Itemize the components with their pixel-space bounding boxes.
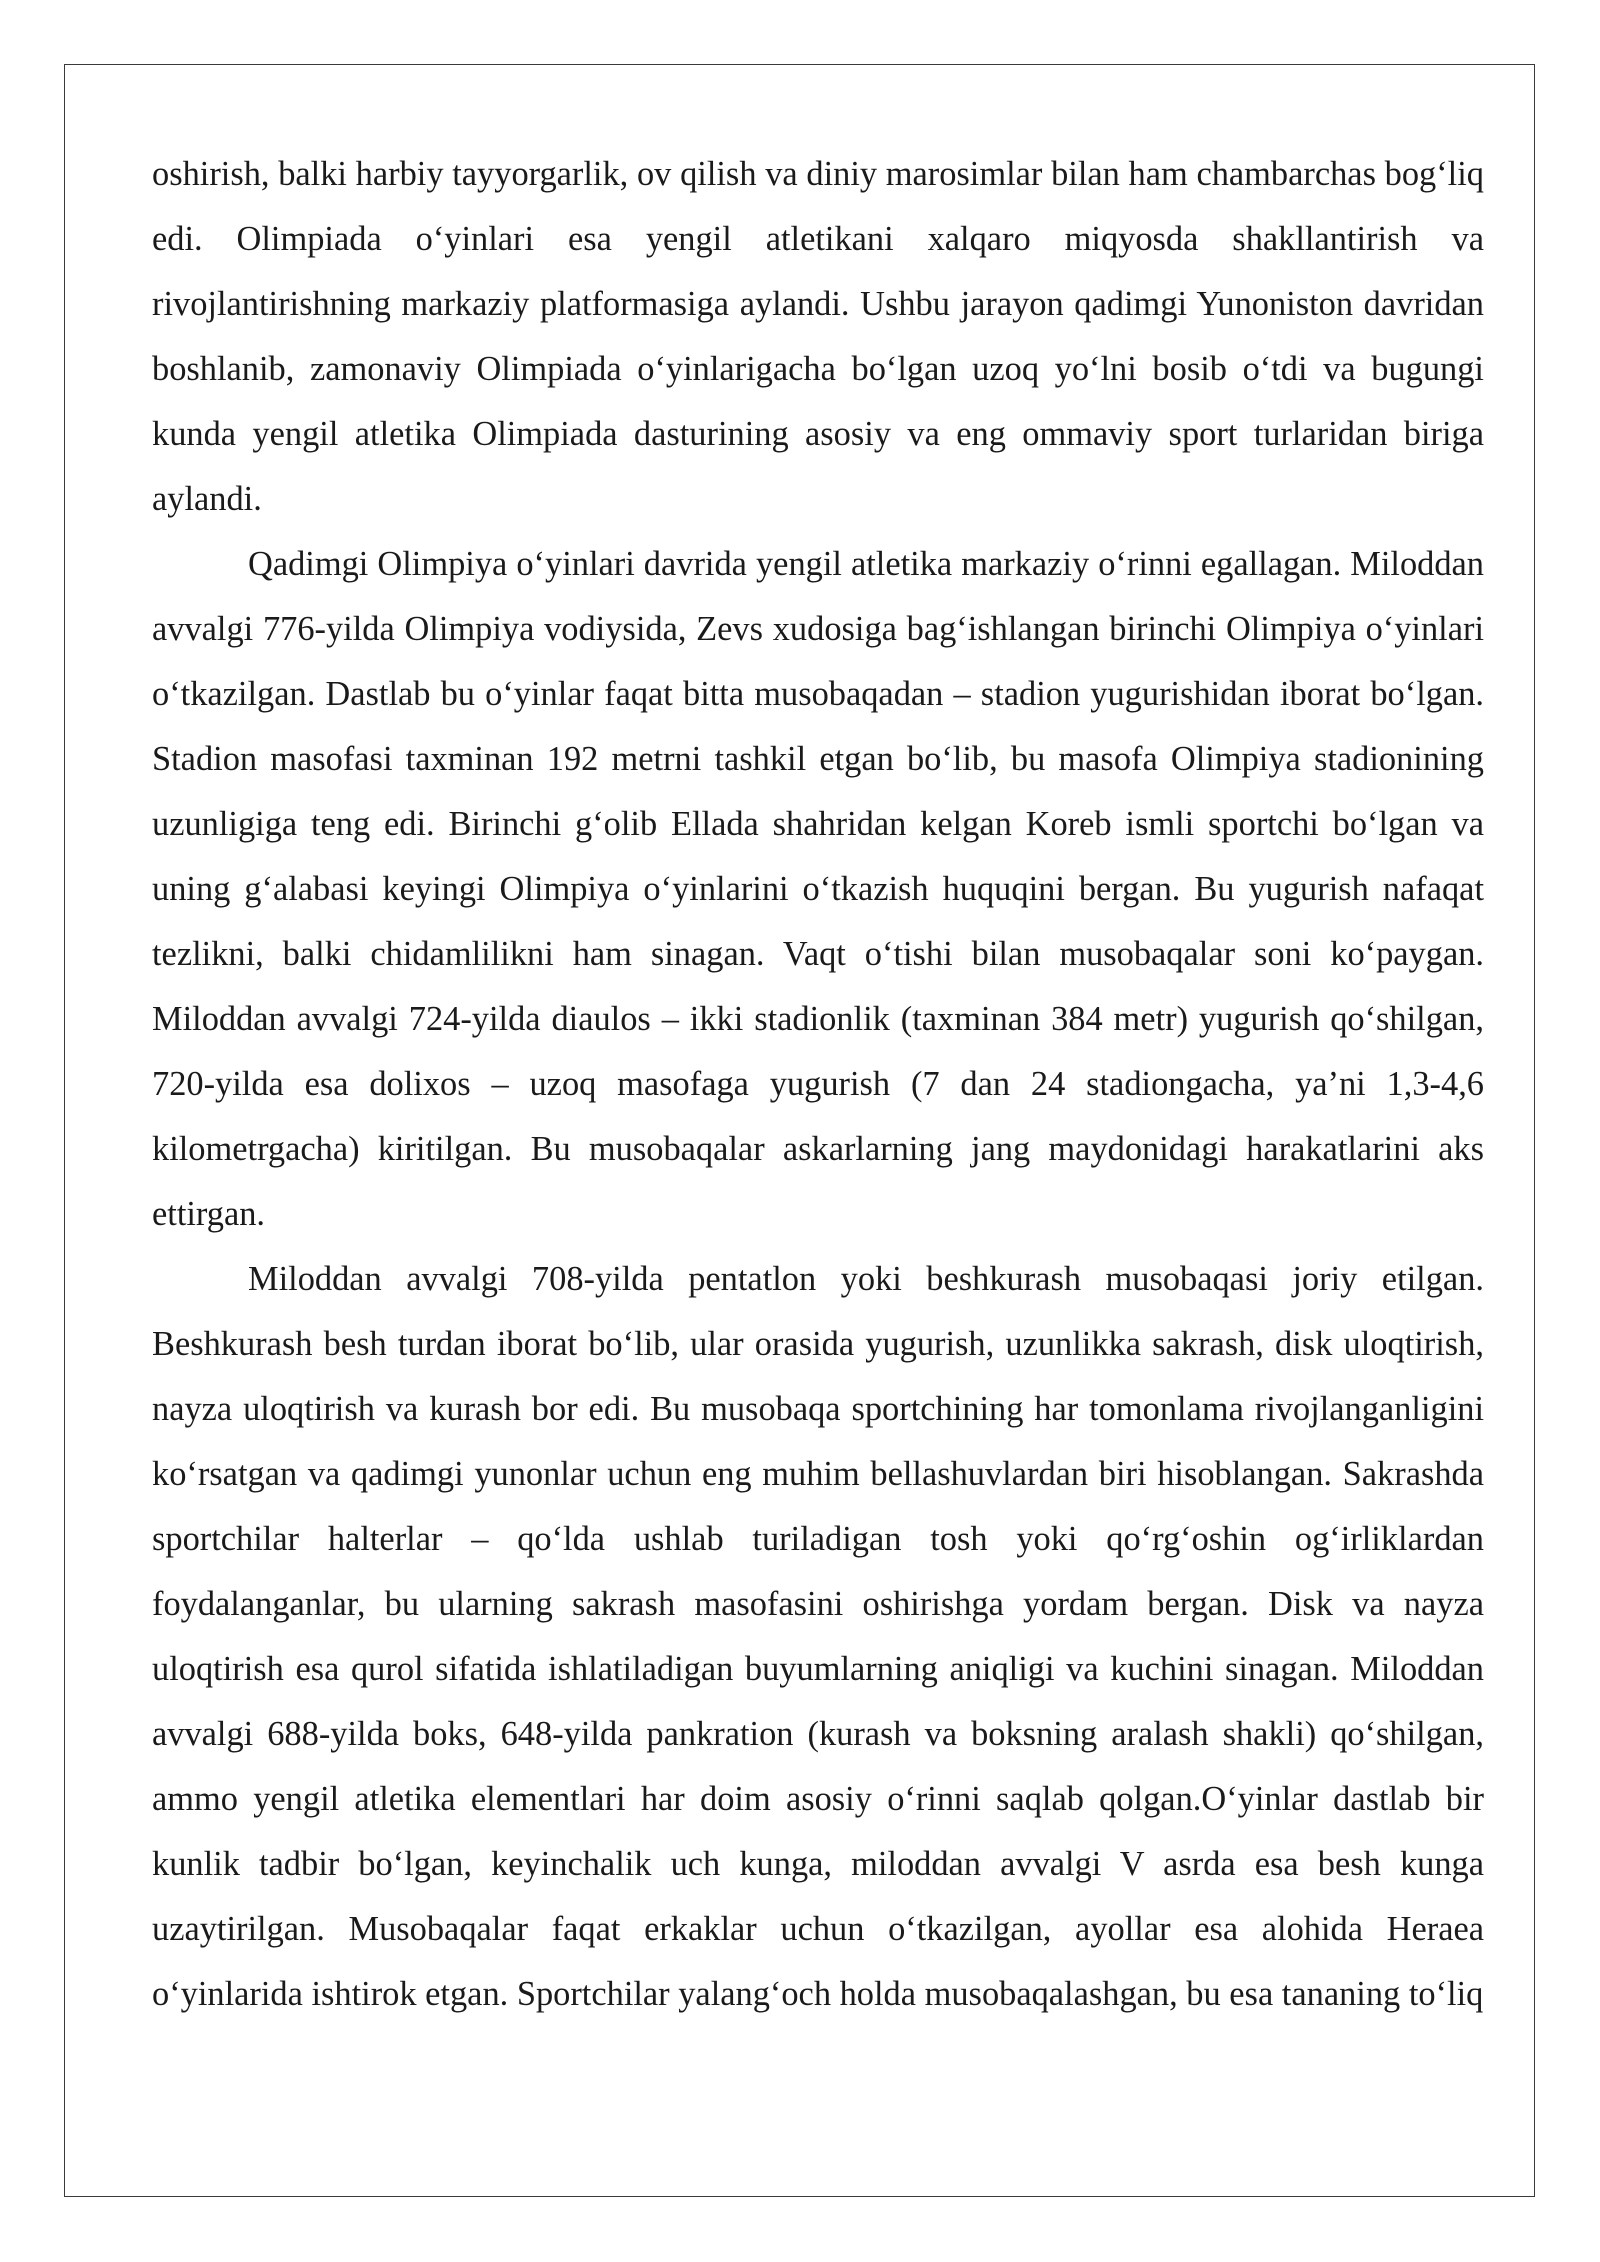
paragraph-2: Qadimgi Olimpiya o‘yinlari davrida yengil atletika markaziy o‘rinni egallagan. Miloddan avvalgi 776-yilda Olimpiya vodiysida, Zevs xudosiga bag‘ishlangan birinchi Olimpiya o‘yinlari o‘tkazilgan. Dastlab bu o‘yinlar faqat bitta musobaqadan – stadion yugurishidan iborat bo‘lgan. Stadion masofasi taxminan 192 metrni tashkil etgan bo‘lib, bu masofa Olimpiya stadionining uzunligiga teng edi. Birinchi g‘olib Ellada shahridan kelgan Koreb ismli sportchi bo‘lgan va uning g‘alabasi keyingi Olimpiya o‘yinlarini o‘tkazish huquqini bergan. Bu yugurish nafaqat tezlikni, balki chidamlilikni ham sinagan. Vaqt o‘tishi bilan musobaqalar soni ko‘paygan. Miloddan avvalgi 724-yilda diaulos – ikki stadionlik (taxminan 384 metr) yugurish qo‘shilgan, 720-yilda esa dolixos – uzoq masofaga yugurish (7 dan 24 stadiongacha, ya’ni 1,3-4,6 kilometrgacha) kiritilgan. Bu musobaqalar askarlarning jang maydonidagi harakatlarini aks ettirgan. <box>152 545 1484 1233</box>
document-body <box>152 142 1484 2027</box>
paragraph-1: oshirish, balki harbiy tayyorgarlik, ov qilish va diniy marosimlar bilan ham chambarchas bog‘liq edi. Olimpiada o‘yinlari esa yengil atletikani xalqaro miqyosda shakllantirish va rivojlantirishning markaziy platformasiga aylandi. Ushbu jarayon qadimgi Yunoniston davridan boshlanib, zamonaviy Olimpiada o‘yinlarigacha bo‘lgan uzoq yo‘lni bosib o‘tdi va bugungi kunda yengil atletika Olimpiada dasturining asosiy va eng ommaviy sport turlaridan biriga aylandi. <box>152 155 1484 518</box>
paragraph-3: Miloddan avvalgi 708-yilda pentatlon yoki beshkurash musobaqasi joriy etilgan. Beshkurash besh turdan iborat bo‘lib, ular orasida yugurish, uzunlikka sakrash, disk uloqtirish, nayza uloqtirish va kurash bor edi. Bu musobaqa sportchining har tomonlama rivojlanganligini ko‘rsatgan va qadimgi yunonlar uchun eng muhim bellashuvlardan biri hisoblangan. Sakrashda sportchilar halterlar – qo‘lda ushlab turiladigan tosh yoki qo‘rg‘oshin og‘irliklardan foydalanganlar, bu ularning sakrash masofasini oshirishga yordam bergan. Disk va nayza uloqtirish esa qurol sifatida ishlatiladigan buyumlarning aniqligi va kuchini sinagan. Miloddan avvalgi 688-yilda boks, 648-yilda pankration (kurash va boksning aralash shakli) qo‘shilgan, ammo yengil atletika elementlari har doim asosiy o‘rinni saqlab qolgan.O‘yinlar dastlab bir kunlik tadbir bo‘lgan, keyinchalik uch kunga, miloddan avvalgi V asrda esa besh kunga uzaytirilgan. Musobaqalar faqat erkaklar uchun o‘tkazilgan, ayollar esa alohida Heraea o‘yinlarida ishtirok etgan. Sportchilar yalang‘och holda musobaqalashgan, bu esa tananing to‘liq <box>152 1260 1484 2013</box>
